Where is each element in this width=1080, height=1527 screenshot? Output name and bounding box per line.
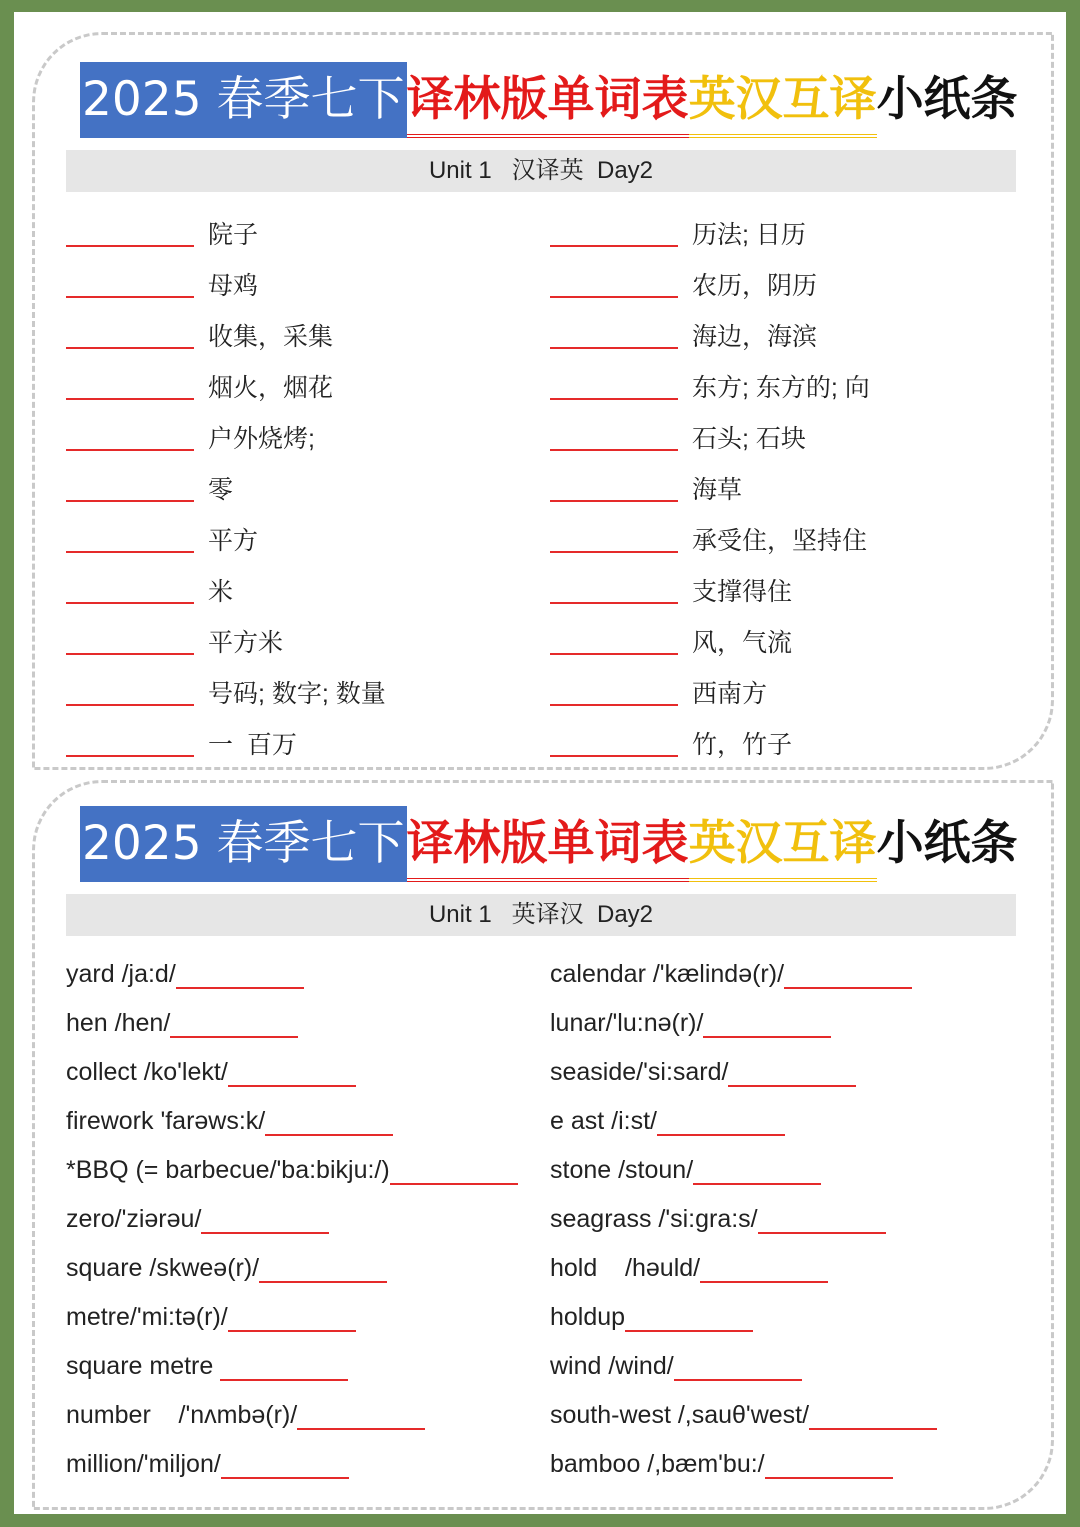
word-row [550, 1097, 1020, 1146]
word-prompt: square /skweə(r)/ [66, 1254, 260, 1282]
word-row [550, 1342, 1020, 1391]
word-row [550, 207, 1010, 258]
answer-blank[interactable] [170, 1010, 298, 1038]
answer-blank[interactable] [700, 1255, 828, 1283]
word-prompt: 农历，阴历 [692, 271, 818, 300]
bottom-right-column [550, 950, 1020, 1489]
answer-blank[interactable] [259, 1255, 387, 1283]
answer-blank[interactable] [390, 1157, 518, 1185]
answer-blank[interactable] [550, 678, 678, 706]
word-row [550, 717, 1010, 768]
word-prompt: collect /ko'lekt/ [66, 1058, 228, 1086]
word-prompt: e ast /i:st/ [550, 1107, 657, 1135]
bottom-left-column [66, 950, 536, 1489]
answer-blank[interactable] [265, 1108, 393, 1136]
answer-blank[interactable] [550, 576, 678, 604]
word-prompt: *BBQ (= barbecue/'ba:bikju:/) [66, 1156, 390, 1184]
word-prompt: wind /wind/ [550, 1352, 674, 1380]
word-prompt: 母鸡 [208, 271, 259, 300]
word-prompt: 石头; 石块 [692, 424, 806, 453]
answer-blank[interactable] [550, 627, 678, 655]
answer-blank[interactable] [765, 1451, 893, 1479]
word-prompt: 竹，竹子 [692, 730, 793, 759]
word-row [66, 950, 536, 999]
word-row [550, 1391, 1020, 1440]
word-prompt: 平方米 [208, 628, 284, 657]
top-unit-banner: Unit 1 汉译英 Day2 [66, 150, 1016, 192]
word-prompt: number /'nʌmbə(r)/ [66, 1401, 298, 1429]
title-suffix: 小纸条 [876, 816, 1018, 871]
answer-blank[interactable] [550, 321, 678, 349]
word-row [550, 564, 1010, 615]
answer-blank[interactable] [550, 372, 678, 400]
word-row [550, 258, 1010, 309]
word-prompt: metre/'mi:tə(r)/ [66, 1303, 228, 1331]
answer-blank[interactable] [228, 1304, 356, 1332]
word-prompt: yard /ja:d/ [66, 960, 176, 988]
answer-blank[interactable] [221, 1451, 349, 1479]
title-mode: 英汉互译 [689, 806, 877, 882]
answer-blank[interactable] [784, 961, 912, 989]
word-row [66, 309, 526, 360]
word-row [550, 999, 1020, 1048]
word-prompt: holdup [550, 1303, 626, 1331]
word-prompt: 支撑得住 [692, 577, 793, 606]
title-suffix: 小纸条 [876, 72, 1018, 127]
answer-blank[interactable] [728, 1059, 856, 1087]
word-row [66, 1195, 536, 1244]
word-prompt: hold /həuld/ [550, 1254, 701, 1282]
answer-blank[interactable] [220, 1353, 348, 1381]
word-prompt: 号码; 数字; 数量 [208, 679, 386, 708]
word-prompt: million/'miljon/ [66, 1450, 221, 1478]
word-row [66, 411, 526, 462]
word-prompt: 院子 [208, 220, 259, 249]
word-row [66, 717, 526, 768]
word-row [550, 666, 1010, 717]
answer-blank[interactable] [693, 1157, 821, 1185]
word-prompt: zero/'ziərəu/ [66, 1205, 202, 1233]
word-prompt: 西南方 [692, 679, 768, 708]
word-row [66, 513, 526, 564]
answer-blank[interactable] [550, 219, 678, 247]
word-row [66, 1293, 536, 1342]
word-row [66, 207, 526, 258]
word-row [66, 1048, 536, 1097]
title-mode: 英汉互译 [689, 62, 877, 138]
word-row [550, 1440, 1020, 1489]
word-row [550, 615, 1010, 666]
top-title [80, 62, 1018, 138]
word-row [66, 1342, 536, 1391]
answer-blank[interactable] [657, 1108, 785, 1136]
bottom-unit-banner: Unit 1 英译汉 Day2 [66, 894, 1016, 936]
word-row [550, 1146, 1020, 1195]
answer-blank[interactable] [66, 678, 194, 706]
word-row [66, 462, 526, 513]
word-row [550, 1195, 1020, 1244]
word-row [66, 1440, 536, 1489]
word-prompt: 零 [208, 475, 234, 504]
answer-blank[interactable] [228, 1059, 356, 1087]
word-prompt: 海边，海滨 [692, 322, 818, 351]
word-row [550, 950, 1020, 999]
word-prompt: hen /hen/ [66, 1009, 171, 1037]
word-row [66, 1146, 536, 1195]
word-prompt: 平方 [208, 526, 259, 555]
answer-blank[interactable] [66, 474, 194, 502]
word-prompt: 烟火，烟花 [208, 373, 334, 402]
word-row [550, 309, 1010, 360]
answer-blank[interactable] [66, 270, 194, 298]
title-textbook: 译林版单词表 [407, 62, 689, 138]
title-year-grade: 2025 春季七下 [80, 62, 407, 138]
word-row [66, 1391, 536, 1440]
word-row [550, 1244, 1020, 1293]
answer-blank[interactable] [66, 219, 194, 247]
answer-blank[interactable] [550, 270, 678, 298]
word-prompt: lunar/'lu:nə(r)/ [550, 1009, 704, 1037]
answer-blank[interactable] [176, 961, 304, 989]
word-prompt: 风，气流 [692, 628, 793, 657]
word-row [550, 1293, 1020, 1342]
word-prompt: 米 [208, 577, 234, 606]
answer-blank[interactable] [66, 423, 194, 451]
word-prompt: stone /stoun/ [550, 1156, 694, 1184]
word-prompt: square metre [66, 1352, 221, 1380]
title-year-grade: 2025 春季七下 [80, 806, 407, 882]
word-prompt: seagrass /'si:gra:s/ [550, 1205, 758, 1233]
word-row [66, 999, 536, 1048]
answer-blank[interactable] [66, 576, 194, 604]
word-row [66, 615, 526, 666]
answer-blank[interactable] [703, 1010, 831, 1038]
answer-blank[interactable] [297, 1402, 425, 1430]
word-row [66, 1097, 536, 1146]
word-row [66, 360, 526, 411]
word-prompt: 东方; 东方的; 向 [692, 373, 870, 402]
word-prompt: 收集，采集 [208, 322, 334, 351]
bottom-title [80, 806, 1018, 882]
word-row [550, 360, 1010, 411]
answer-blank[interactable] [66, 627, 194, 655]
answer-blank[interactable] [66, 729, 194, 757]
answer-blank[interactable] [625, 1304, 753, 1332]
answer-blank[interactable] [550, 525, 678, 553]
answer-blank[interactable] [809, 1402, 937, 1430]
word-row [550, 462, 1010, 513]
word-prompt: firework 'farəws:k/ [66, 1107, 266, 1135]
word-prompt: bamboo /,bæm'bu:/ [550, 1450, 765, 1478]
answer-blank[interactable] [201, 1206, 329, 1234]
answer-blank[interactable] [66, 525, 194, 553]
word-row [66, 1244, 536, 1293]
word-prompt: seaside/'si:sard/ [550, 1058, 729, 1086]
word-prompt: 户外烧烤; [208, 424, 315, 453]
word-row [550, 411, 1010, 462]
answer-blank[interactable] [674, 1353, 802, 1381]
word-prompt: 一 百万 [208, 730, 297, 759]
answer-blank[interactable] [66, 372, 194, 400]
word-prompt: south-west /,sauθ'west/ [550, 1401, 810, 1429]
word-prompt: 承受住，坚持住 [692, 526, 868, 555]
word-row [550, 513, 1010, 564]
word-row [550, 1048, 1020, 1097]
word-prompt: 历法; 日历 [692, 220, 806, 249]
answer-blank[interactable] [550, 423, 678, 451]
answer-blank[interactable] [550, 729, 678, 757]
top-left-column [66, 207, 526, 768]
word-row [66, 666, 526, 717]
word-row [66, 258, 526, 309]
answer-blank[interactable] [66, 321, 194, 349]
word-prompt: calendar /'kælində(r)/ [550, 960, 785, 988]
answer-blank[interactable] [758, 1206, 886, 1234]
top-right-column [550, 207, 1010, 768]
title-textbook: 译林版单词表 [407, 806, 689, 882]
answer-blank[interactable] [550, 474, 678, 502]
word-prompt: 海草 [692, 475, 743, 504]
word-row [66, 564, 526, 615]
